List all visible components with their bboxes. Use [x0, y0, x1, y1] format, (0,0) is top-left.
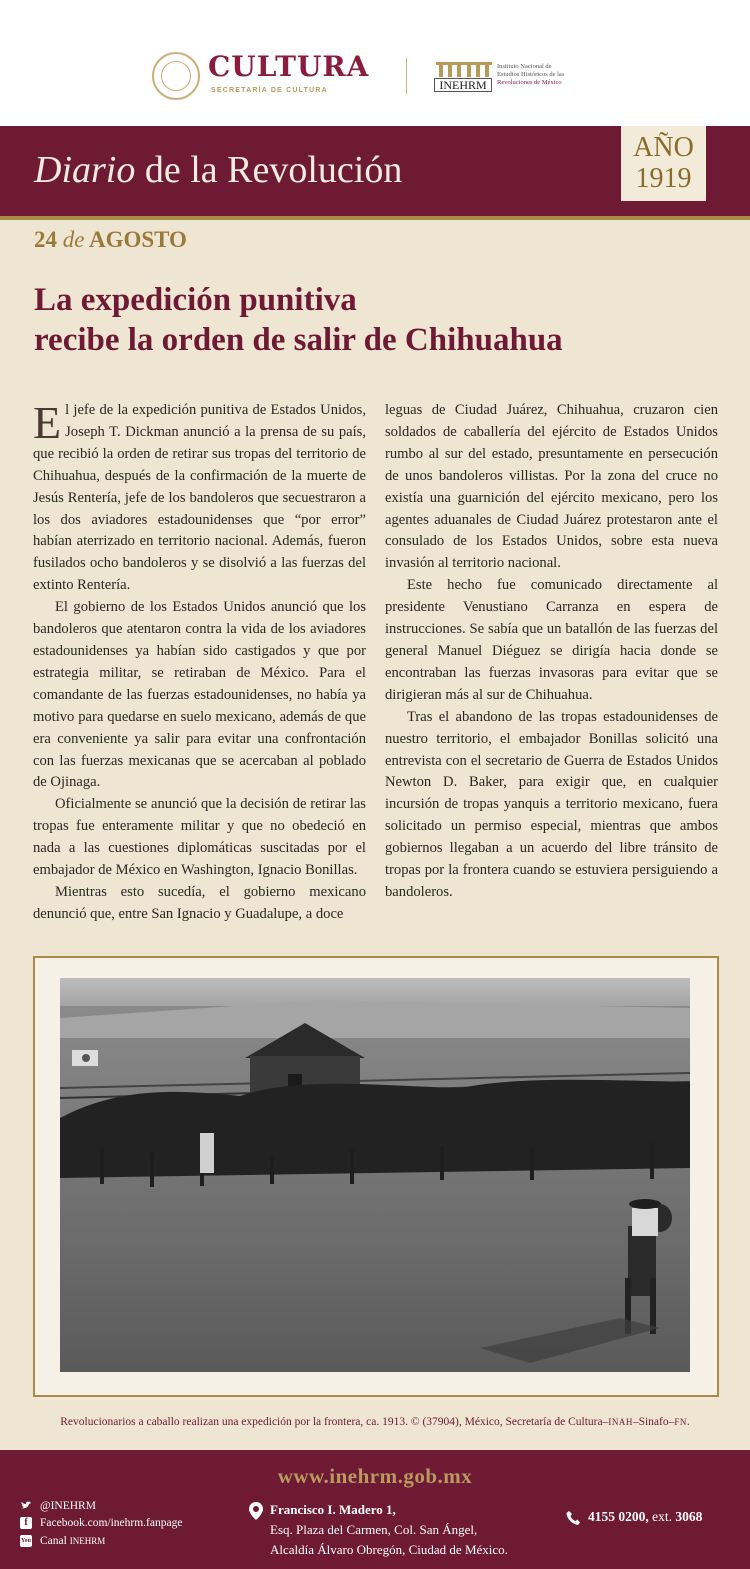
dropcap: E	[33, 397, 62, 448]
header	[0, 0, 750, 126]
twitter-handle: @INEHRM	[40, 1500, 96, 1512]
twitter-icon	[20, 1500, 32, 1512]
article-paragraph: leguas de Ciudad Juárez, Chihuahua, cruzaron cien soldados de caballería del ejército de Estados Unidos rumbo al sur del estado, presuntamente en persecución de unos bandoleros villistas. Por la zona del cruce no existía una guarnición del ejército mexicano, pero los agentes aduanales de Ciudad Juárez protestaron ante el consulado de los Estados Unidos, sobre esta nueva invasión al territorio nacional.	[385, 402, 718, 572]
article-column-right	[385, 400, 718, 904]
cultura-logo-subtitle: SECRETARÍA DE CULTURA	[211, 87, 328, 94]
inehrm-logo-label: INEHRM	[434, 78, 492, 92]
youtube-link[interactable]	[20, 1535, 106, 1556]
photo-caption: Revolucionarios a caballo realizan una expedición por la frontera, ca. 1913. © (37904), México, Secretaría de Cultura–INAH–Sinafo–FN.	[60, 1416, 690, 1428]
article-paragraph: El gobierno de los Estados Unidos anunció que los bandoleros que atentaron contra la vida de los aviadores estadounidenses ya habían sido castigados y que por estrategia militar, se retiraban de México. Para el comandante de las fuerzas estadounidenses, no había ya motivo para quedarse en suelo mexicano, además de que era conveniente ya salir para evitar una confrontación con las fuerzas mexicanas que se acercaban al poblado de Ojinaga.	[33, 599, 366, 791]
headline: La expedición punitiva recibe la orden de salir de Chihuahua	[34, 282, 563, 358]
phone-number[interactable]: 4155 0200, ext. 3068	[588, 1509, 703, 1524]
address: Francisco I. Madero 1, Esq. Plaza del Carmen, Col. San Ángel, Alcaldía Álvaro Obregón, Ciudad de México.	[270, 1502, 508, 1557]
facebook-link[interactable]	[20, 1517, 182, 1529]
year-label: AÑO	[633, 132, 694, 163]
facebook-url: Facebook.com/inehrm.fanpage	[40, 1517, 183, 1529]
article-column-left	[33, 397, 366, 926]
youtube-icon: You Tube	[20, 1535, 32, 1547]
article-paragraph: Tras el abandono de las tropas estadounidenses de nuestro territorio, el embajador Bonillas solicitó una entrevista con el secretario de Guerra de Estados Unidos Newton D. Baker, para exigir que, en cualquier incursión de tropas yanquis a territorio mexicano, fuera solicitado un permiso especial, mientras que ambos gobiernos llegaban a un acuerdo del libre tránsito de tropas por la frontera cuando se estuviera persiguiendo a bandoleros.	[385, 708, 718, 900]
article-paragraph: El jefe de la expedición punitiva de Estados Unidos, Joseph T. Dickman anunció a la prensa de su país, que recibió la orden de retirar sus tropas del territorio de Chihuahua, después de la confirmación de la muerte de Jesús Rentería, jefe de los bandoleros que secuestraron a los dos aviadores estadounidenses que “por error” habían aterrizado en territorio nacional. Además, fueron fusilados ocho bandoleros y se disolvió a las fuerzas del extinto Rentería.	[33, 397, 366, 594]
twitter-link[interactable]	[20, 1500, 96, 1512]
seal-icon	[152, 52, 200, 100]
facebook-icon: f	[20, 1517, 32, 1529]
building-icon	[436, 62, 492, 79]
article-paragraph: Oficialmente se anunció que la decisión de retirar las tropas fue enteramente militar y que no obedeció en nada a las cuestiones diplomáticas suscitadas por el embajador de México en Washington, Ignacio Bonillas.	[33, 796, 366, 879]
phone-icon	[566, 1510, 580, 1526]
article-paragraph: Mientras esto sucedía, el gobierno mexicano denunció que, entre San Ignacio y Guadalupe, a doce	[33, 883, 366, 922]
article-date: 24 de AGOSTO	[34, 227, 187, 252]
inehrm-logo-text: Instituto Nacional de Estudios Históricos de las Revoluciones de México	[497, 63, 565, 86]
historic-photo	[60, 978, 690, 1372]
location-pin-icon	[249, 1502, 263, 1520]
article-paragraph: Este hecho fue comunicado directamente al presidente Venustiano Carranza en espera de instrucciones. Se sabía que un batallón de las fuerzas del general Manuel Diéguez se dirigía hacia donde se encontraban las fuerzas invasoras para evitar que se dirigieran más al sur de Chihuahua.	[385, 577, 718, 703]
header-divider	[406, 58, 407, 94]
year-value: 1919	[635, 163, 692, 194]
year-box	[621, 126, 706, 201]
cultura-logo-title: CULTURA	[208, 50, 370, 83]
banner-title: Diario de la Revolución	[34, 149, 403, 191]
youtube-channel: Canal INEHRM	[40, 1535, 106, 1547]
website-link[interactable]: www.inehrm.gob.mx	[277, 1464, 473, 1488]
